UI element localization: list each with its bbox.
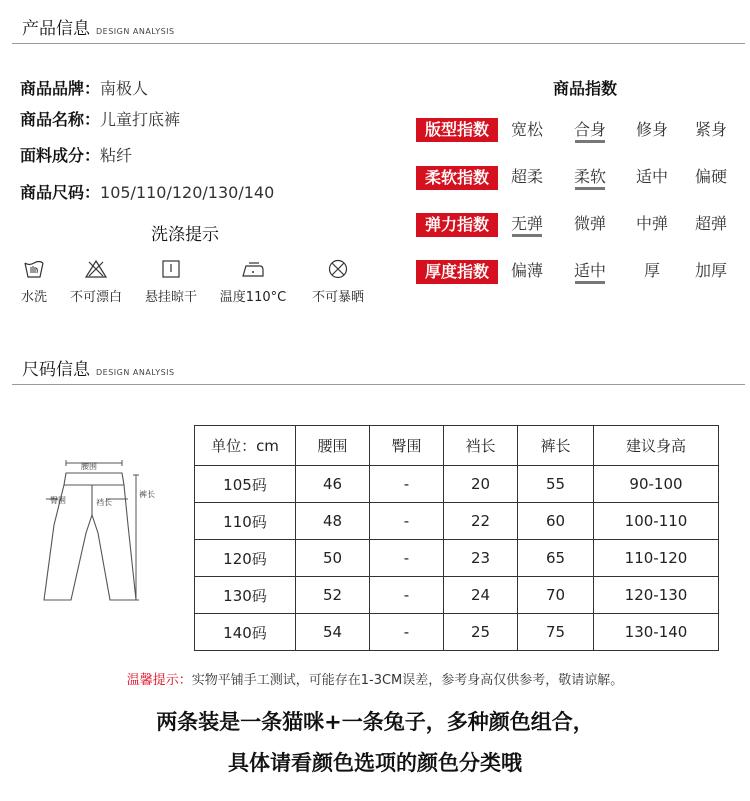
name-label: 商品名称： xyxy=(20,110,101,129)
product-info-header xyxy=(22,14,175,39)
no-bleach-icon xyxy=(84,258,108,280)
index-selected-bar xyxy=(575,140,605,143)
sizes-row xyxy=(20,180,274,203)
fabric-value: 粘纤 xyxy=(100,146,133,165)
note-line-2: 具体请看颜色选项的颜色分类哦 xyxy=(228,751,522,775)
brand-row xyxy=(20,76,148,99)
name-value: 儿童打底裤 xyxy=(100,110,181,129)
care-label: 不可漂白 xyxy=(69,290,122,305)
care-label: 温度110°C xyxy=(219,290,287,305)
index-option: 中弹 xyxy=(635,214,668,233)
section-title: 产品信息 xyxy=(22,19,90,39)
care-item-iron xyxy=(212,258,294,305)
iron-icon xyxy=(240,258,266,280)
table-cell: - xyxy=(370,503,444,540)
table-cell: 120-130 xyxy=(594,577,719,614)
index-option: 超弹 xyxy=(694,214,727,233)
tip-label: 温馨提示： xyxy=(126,673,192,688)
care-item-bleach xyxy=(62,258,130,305)
softness-index-badge: 柔软指数 xyxy=(416,166,498,190)
fabric-label: 面料成分： xyxy=(20,146,101,165)
table-header: 裤长 xyxy=(518,426,594,466)
section-subtitle: DESIGN ANALYSIS xyxy=(96,368,175,377)
table-cell: 23 xyxy=(444,540,518,577)
table-cell: - xyxy=(370,466,444,503)
care-label: 水洗 xyxy=(20,290,47,305)
length-mark: 裤长 xyxy=(139,490,155,499)
table-cell: 48 xyxy=(296,503,370,540)
note-line-1: 两条装是一条猫咪+一条兔子，多种颜色组合， xyxy=(156,710,594,734)
table-cell: 75 xyxy=(518,614,594,651)
sizes-label: 商品尺码： xyxy=(20,183,101,202)
table-cell: 24 xyxy=(444,577,518,614)
table-cell: 55 xyxy=(518,466,594,503)
index-option: 偏薄 xyxy=(510,261,543,280)
section-divider xyxy=(12,384,745,385)
table-cell: 105码 xyxy=(195,466,296,503)
index-selected-bar xyxy=(512,234,542,237)
index-option: 合身 xyxy=(573,120,606,139)
table-row xyxy=(195,577,719,614)
table-cell: 65 xyxy=(518,540,594,577)
table-header: 腰围 xyxy=(296,426,370,466)
table-cell: 100-110 xyxy=(594,503,719,540)
section-title: 尺码信息 xyxy=(22,360,90,380)
table-cell: 70 xyxy=(518,577,594,614)
table-row xyxy=(195,466,719,503)
brand-label: 商品品牌： xyxy=(20,79,101,98)
wash-title: 洗涤提示 xyxy=(151,225,219,245)
table-header-row xyxy=(195,426,719,466)
fit-index-badge: 版型指数 xyxy=(416,118,498,142)
table-header: 建议身高 xyxy=(594,426,719,466)
index-selected-bar xyxy=(575,281,605,284)
table-cell: 130码 xyxy=(195,577,296,614)
table-cell: 50 xyxy=(296,540,370,577)
hand-wash-icon xyxy=(23,258,45,280)
index-option: 无弹 xyxy=(510,214,543,233)
index-option: 加厚 xyxy=(694,261,727,280)
table-cell: - xyxy=(370,540,444,577)
care-label: 不可暴晒 xyxy=(311,290,364,305)
index-selected-bar xyxy=(575,187,605,190)
index-option: 适中 xyxy=(573,261,606,280)
care-item-sun xyxy=(304,258,372,305)
index-option: 修身 xyxy=(635,120,668,139)
table-cell: 90-100 xyxy=(594,466,719,503)
table-cell: 60 xyxy=(518,503,594,540)
table-cell: 54 xyxy=(296,614,370,651)
sizes-value: 105/110/120/130/140 xyxy=(100,183,275,202)
index-option: 厚 xyxy=(643,261,660,280)
table-cell: 25 xyxy=(444,614,518,651)
care-item-hang xyxy=(136,258,206,305)
index-option: 紧身 xyxy=(694,120,727,139)
table-cell: 22 xyxy=(444,503,518,540)
section-divider xyxy=(12,43,745,44)
table-cell: - xyxy=(370,577,444,614)
table-header: 臀围 xyxy=(370,426,444,466)
pants-diagram xyxy=(36,455,155,610)
rise-mark: 裆长 xyxy=(96,498,112,507)
index-option: 宽松 xyxy=(510,120,543,139)
size-table xyxy=(194,425,719,651)
table-cell: 120码 xyxy=(195,540,296,577)
index-option: 柔软 xyxy=(573,167,606,186)
index-option: 微弹 xyxy=(573,214,606,233)
table-row xyxy=(195,540,719,577)
fabric-row xyxy=(20,143,132,166)
no-sun-icon xyxy=(327,258,349,280)
care-item-wash xyxy=(14,258,54,305)
table-cell: 110码 xyxy=(195,503,296,540)
size-info-header xyxy=(22,355,175,380)
waist-mark: 腰围 xyxy=(81,462,97,471)
table-cell: 130-140 xyxy=(594,614,719,651)
tip-text: 实物平铺手工测试，可能存在1-3CM误差，参考身高仅供参考，敬请谅解。 xyxy=(191,673,624,688)
table-row xyxy=(195,614,719,651)
index-option: 适中 xyxy=(635,167,668,186)
table-cell: 46 xyxy=(296,466,370,503)
table-header: 单位：cm xyxy=(195,426,296,466)
table-cell: 20 xyxy=(444,466,518,503)
measurement-tip xyxy=(0,669,750,688)
table-cell: 110-120 xyxy=(594,540,719,577)
section-subtitle: DESIGN ANALYSIS xyxy=(96,27,175,36)
hang-dry-icon xyxy=(161,258,181,280)
care-label: 悬挂晾干 xyxy=(144,290,197,305)
table-header: 裆长 xyxy=(444,426,518,466)
brand-value: 南极人 xyxy=(100,79,149,98)
index-option: 偏硬 xyxy=(694,167,727,186)
index-option: 超柔 xyxy=(510,167,543,186)
table-row xyxy=(195,503,719,540)
name-row xyxy=(20,107,180,130)
elasticity-index-badge: 弹力指数 xyxy=(416,213,498,237)
index-title: 商品指数 xyxy=(552,79,617,98)
hip-mark: 臀围 xyxy=(50,496,66,505)
thickness-index-badge: 厚度指数 xyxy=(416,260,498,284)
table-cell: - xyxy=(370,614,444,651)
table-cell: 140码 xyxy=(195,614,296,651)
table-cell: 52 xyxy=(296,577,370,614)
